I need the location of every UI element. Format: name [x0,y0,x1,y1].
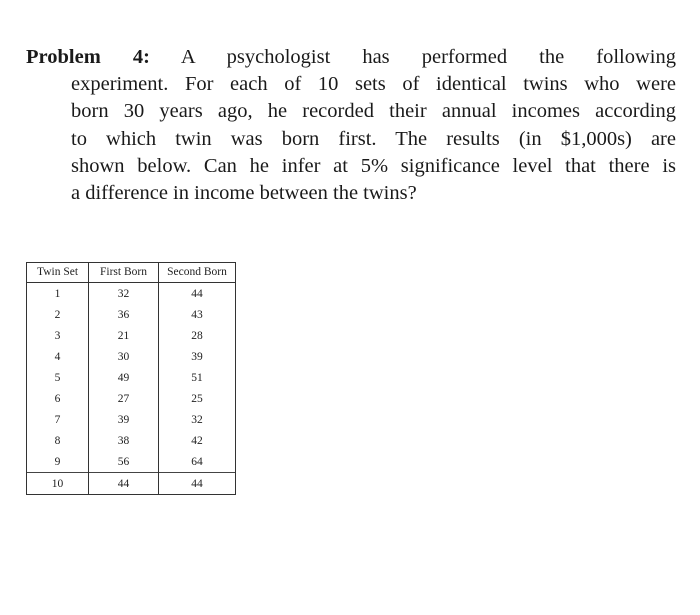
table-row [27,430,236,451]
cell-second-born: 44 [159,473,236,495]
cell-second-born: 43 [159,304,236,325]
problem-first-line-text: A psychologist has performed the following [180,46,676,68]
cell-first-born: 21 [89,325,159,346]
table-row [27,304,236,325]
cell-twin-set: 7 [27,409,89,430]
problem-line: shown below. Can he infer at 5% significance level that there is [71,154,676,177]
cell-twin-set: 6 [27,388,89,409]
cell-twin-set: 10 [27,473,89,495]
table-row [27,388,236,409]
table-row [27,473,236,495]
table-row [27,451,236,473]
table-row [27,346,236,367]
cell-second-born: 51 [159,367,236,388]
cell-first-born: 49 [89,367,159,388]
table-row [27,367,236,388]
cell-twin-set: 5 [27,367,89,388]
cell-second-born: 28 [159,325,236,346]
problem-statement [26,44,676,207]
cell-first-born: 38 [89,430,159,451]
cell-second-born: 39 [159,346,236,367]
header-twin-set: Twin Set [27,263,89,283]
cell-twin-set: 4 [27,346,89,367]
table-row [27,409,236,430]
cell-first-born: 44 [89,473,159,495]
twins-income-table [26,262,236,495]
cell-second-born: 42 [159,430,236,451]
problem-first-line [26,44,676,71]
problem-line: born 30 years ago, he recorded their annual incomes according [71,100,676,123]
cell-second-born: 32 [159,409,236,430]
header-first-born: First Born [89,263,159,283]
problem-line: experiment. For each of 10 sets of identical twins who were [71,73,676,96]
cell-first-born: 39 [89,409,159,430]
cell-twin-set: 3 [27,325,89,346]
cell-twin-set: 8 [27,430,89,451]
cell-twin-set: 2 [27,304,89,325]
cell-twin-set: 1 [27,283,89,305]
cell-first-born: 27 [89,388,159,409]
problem-line: to which twin was born first. The results (in $1,000s) are [71,127,676,150]
cell-first-born: 32 [89,283,159,305]
cell-second-born: 44 [159,283,236,305]
cell-second-born: 64 [159,451,236,473]
cell-twin-set: 9 [27,451,89,473]
problem-label: Problem 4: [26,46,150,68]
header-second-born: Second Born [159,263,236,283]
cell-first-born: 30 [89,346,159,367]
table-row [27,283,236,305]
cell-second-born: 25 [159,388,236,409]
cell-first-born: 36 [89,304,159,325]
problem-line: a difference in income between the twins? [71,182,417,205]
table-row [27,325,236,346]
table-header-row [27,263,236,283]
problem-body [26,71,676,207]
cell-first-born: 56 [89,451,159,473]
